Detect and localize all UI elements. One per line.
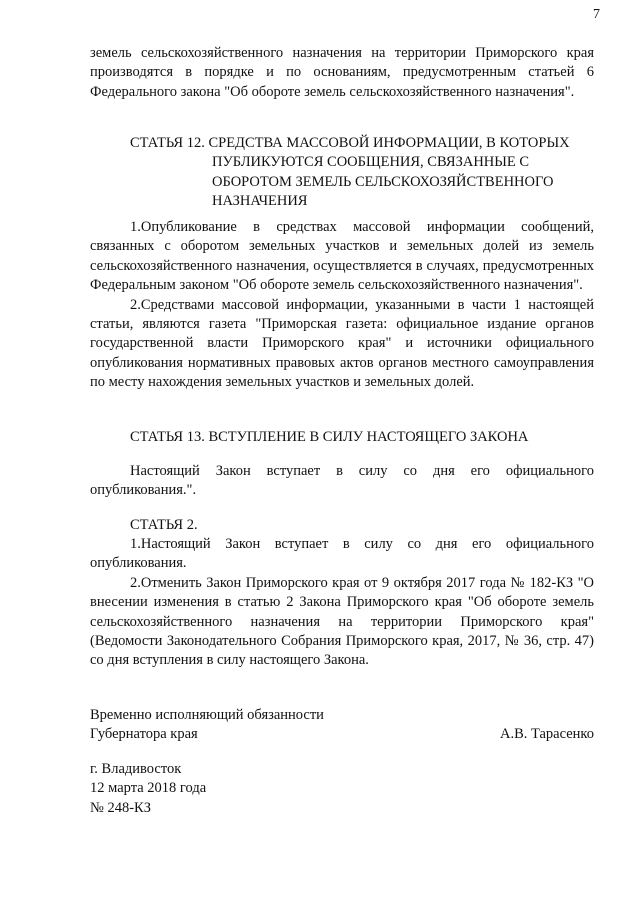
signatory-name: А.В. Тарасенко <box>499 726 594 743</box>
article-12-heading <box>130 134 600 212</box>
article-12-heading-line-1: СТАТЬЯ 12. СРЕДСТВА МАССОВОЙ ИНФОРМАЦИИ, В КОТОРЫХ <box>130 135 570 151</box>
article-13-paragraph-1: Настоящий Закон вступает в силу со дня его официального опубликования.". <box>90 463 594 499</box>
footer-city: г. Владивосток <box>90 761 182 777</box>
article-12-paragraph-1: 1.Опубликование в средствах массовой информации сообщений, связанных с оборотом земельных участков и земельных долей из земель сельскохозяйственного назначения, осуществляется в случаях, предусмотренных Федеральным законом "Об обороте земель сельскохозяйственного назначения". <box>90 219 594 294</box>
page-number: 7 <box>593 7 600 22</box>
intro-paragraph: земель сельскохозяйственного назначения на территории Приморского края производятся в порядке и по основаниям, предусмотренным статьей 6 Федерального закона "Об обороте земель сельскохозяйственного назначения". <box>90 45 594 100</box>
article-2-paragraph-1: 1.Настоящий Закон вступает в силу со дня его официального опубликования. <box>90 536 594 572</box>
article-13-heading-text: СТАТЬЯ 13. ВСТУПЛЕНИЕ В СИЛУ НАСТОЯЩЕГО ЗАКОНА <box>130 429 529 445</box>
intro-paragraph-block <box>90 44 594 102</box>
article-12-heading-line-4: НАЗНАЧЕНИЯ <box>212 193 308 210</box>
signatory-title-line-1: Временно исполняющий обязанности <box>90 707 324 723</box>
signatory-title-line-2: Губернатора края <box>90 726 198 743</box>
article-12-body <box>90 218 594 393</box>
article-13-body <box>90 462 594 501</box>
signature-block <box>90 706 594 745</box>
article-2-paragraph-2: 2.Отменить Закон Приморского края от 9 октября 2017 года № 182-КЗ "О внесении изменения в статью 2 Закона Приморского края "Об обороте земель сельскохозяйственного назначения на территории Приморского края" (Ведомости Законодательного Собрания Приморского края, 2017, № 36, стр. 47) со дня вступления в силу настоящего Закона. <box>90 574 594 669</box>
article-2-heading-text: СТАТЬЯ 2. <box>130 517 198 533</box>
article-2-heading <box>130 516 600 535</box>
article-12-heading-line-2: ПУБЛИКУЮТСЯ СООБЩЕНИЯ, СВЯЗАННЫЕ С <box>212 154 530 171</box>
document-footer <box>90 760 206 818</box>
article-13-heading <box>130 428 600 447</box>
article-12-paragraph-2: 2.Средствами массовой информации, указанными в части 1 настоящей статьи, являются газета "Приморская газета: официальное издание органов государственной власти Приморского края" и источники официального опубликования нормативных правовых актов органов местного самоуправления по месту нахождения земельных участков и земельных долей. <box>90 296 594 391</box>
article-2-body <box>90 535 594 671</box>
footer-date: 12 марта 2018 года <box>90 780 207 797</box>
footer-law-number: № 248-КЗ <box>90 799 151 816</box>
article-12-heading-line-3: ОБОРОТОМ ЗЕМЕЛЬ СЕЛЬСКОХОЗЯЙСТВЕННОГО <box>212 173 554 190</box>
